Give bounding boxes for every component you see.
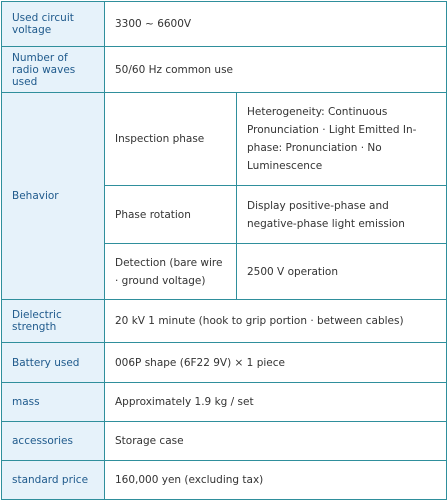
row-label: Behavior bbox=[2, 93, 105, 300]
row-value: 50/60 Hz common use bbox=[105, 47, 447, 93]
row-label: accessories bbox=[2, 422, 105, 461]
row-value: 006P shape (6F22 9V) × 1 piece bbox=[105, 343, 447, 383]
row-label: standard price bbox=[2, 461, 105, 500]
table-row bbox=[2, 383, 447, 422]
sub-row-label: Phase rotation bbox=[105, 186, 237, 244]
row-label: Dielectric strength bbox=[2, 300, 105, 343]
sub-row-value: 2500 V operation bbox=[237, 244, 447, 300]
table-row bbox=[2, 300, 447, 343]
row-label: Battery used bbox=[2, 343, 105, 383]
table-row bbox=[2, 461, 447, 500]
table-row bbox=[2, 47, 447, 93]
row-value: Storage case bbox=[105, 422, 447, 461]
row-value: Approximately 1.9 kg / set bbox=[105, 383, 447, 422]
table-row bbox=[2, 2, 447, 47]
sub-row-value: Heterogeneity: Continuous Pronunciation · Light Emitted In-phase: Pronunciation · No Luminescence bbox=[237, 93, 447, 186]
row-value: 160,000 yen (excluding tax) bbox=[105, 461, 447, 500]
table-row bbox=[2, 422, 447, 461]
row-label: Number of radio waves used bbox=[2, 47, 105, 93]
spec-table bbox=[1, 1, 447, 500]
row-value: 20 kV 1 minute (hook to grip portion · between cables) bbox=[105, 300, 447, 343]
table-row bbox=[2, 93, 447, 186]
row-label: mass bbox=[2, 383, 105, 422]
sub-row-value: Display positive-phase and negative-phase light emission bbox=[237, 186, 447, 244]
sub-row-label: Inspection phase bbox=[105, 93, 237, 186]
sub-row-label: Detection (bare wire · ground voltage) bbox=[105, 244, 237, 300]
table-row bbox=[2, 343, 447, 383]
row-label: Used circuit voltage bbox=[2, 2, 105, 47]
row-value: 3300 ~ 6600V bbox=[105, 2, 447, 47]
